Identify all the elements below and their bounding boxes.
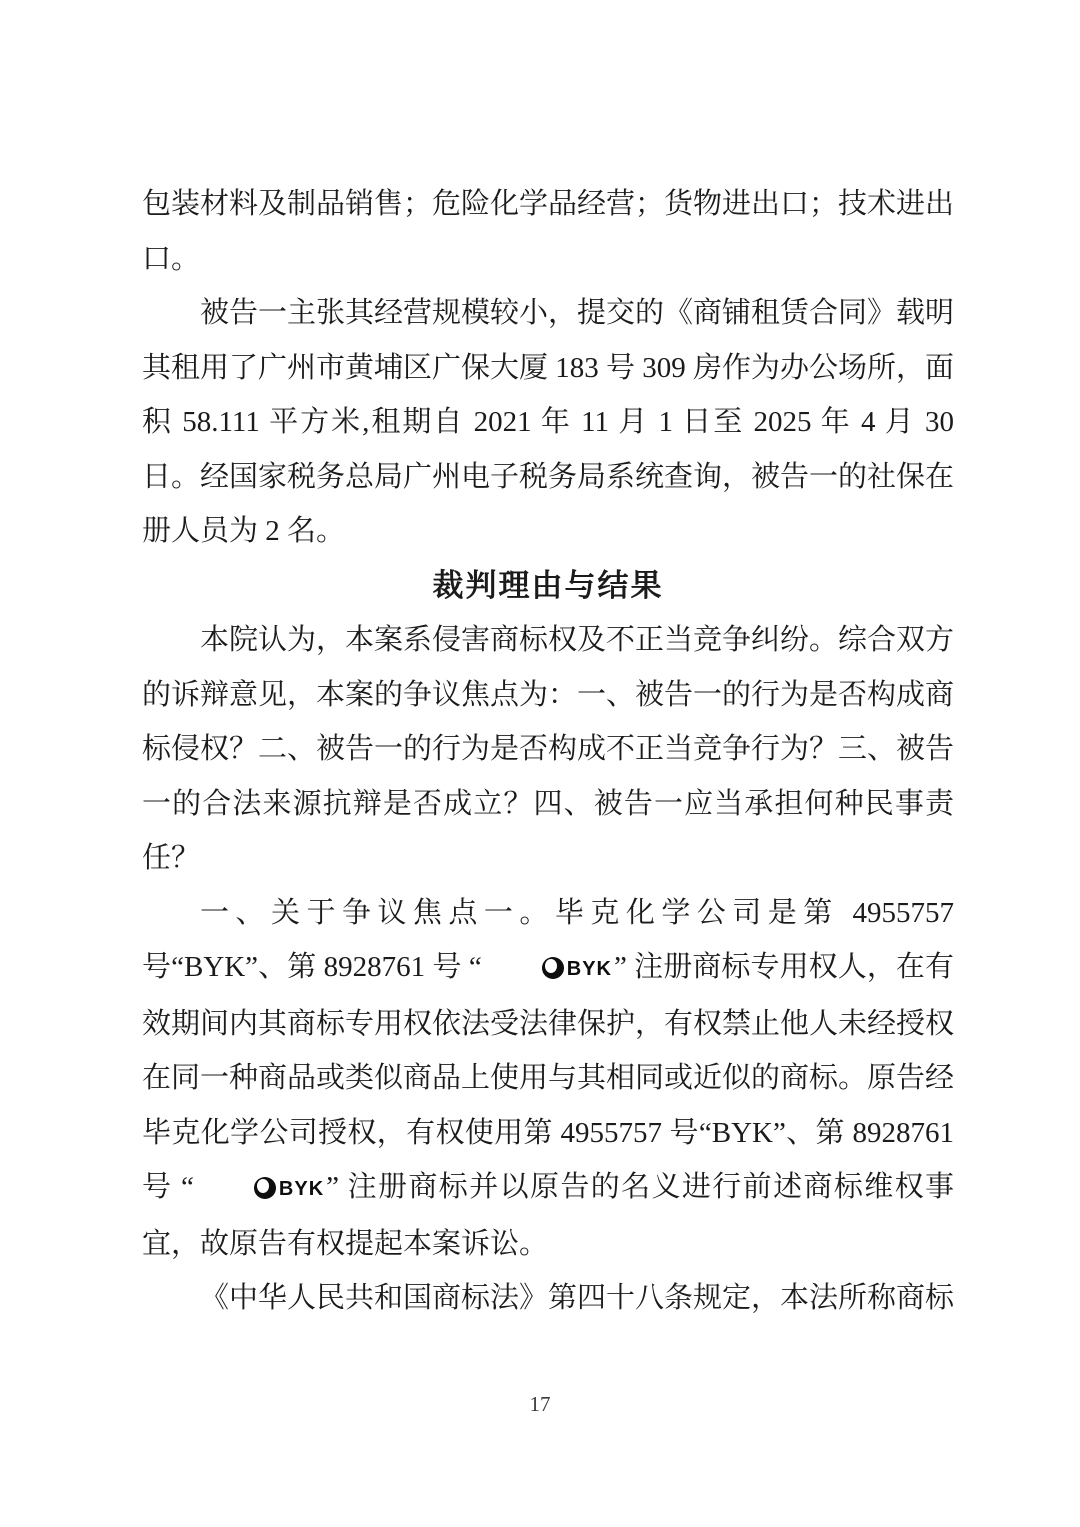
document-body: [142, 177, 954, 1326]
byk-circle-logo-icon: [542, 957, 564, 979]
paragraph-dispute-focus-list: 本院认为，本案系侵害商标权及不正当竞争纠纷。综合双方的诉辩意见，本案的争议焦点为：一、被告一的行为是否构成商标侵权？二、被告一的行为是否构成不正当竞争行为？三、被告一的合法来源抗辩是否成立？四、被告一应当承担何种民事责任？: [142, 624, 955, 874]
paragraph-trademark-law-article48: 《中华人民共和国商标法》第四十八条规定，本法所称商标: [200, 1282, 955, 1314]
byk-circle-logo-icon: [254, 1177, 276, 1199]
byk-logo: [196, 1160, 324, 1217]
paragraph-focus-one-text-2: ” 注册商标专用权人，在有效期间内其商标专用权依法受法律保护，有权禁止他人未经授权在同一种商品或类似商品上使用与其相同或近似的商标。原告经毕克化学公司授权，有权使用第 4955757 号“BYK”、第 8928761 号 “: [142, 951, 955, 1203]
byk-wordmark: BYK: [278, 1178, 325, 1200]
page-number: 17: [529, 1392, 551, 1416]
section-heading-judgment-reasons: 裁判理由与结果: [432, 567, 664, 603]
byk-wordmark: BYK: [566, 958, 612, 980]
paragraph-focus-one-text-3: ” 注册商标并以原告的名义进行前述商标维权事宜，故原告有权提起本案诉讼。: [142, 1171, 955, 1260]
paragraph-defendant-lease: 被告一主张其经营规模较小，提交的《商铺租赁合同》载明其租用了广州市黄埔区广保大厦 183 号 309 房作为办公场所，面积 58.111 平方米,租期自 2021 年 11 月 1 日至 2025 年 4 月 30 日。经国家税务总局广州电子税务局系统查询，被告一的社保在册人员为 2 名。: [142, 297, 955, 547]
paragraph-business-scope: 包装材料及制品销售；危险化学品经营；货物进出口；技术进出口。: [142, 188, 955, 275]
paragraph-focus-one-text-1: 一、关于争议焦点一。毕克化学公司是第 4955757 号“BYK”、第 8928761 号 “: [142, 896, 954, 983]
paragraph-focus-one-trademark-rights: [142, 886, 954, 1272]
byk-logo: [484, 940, 612, 997]
